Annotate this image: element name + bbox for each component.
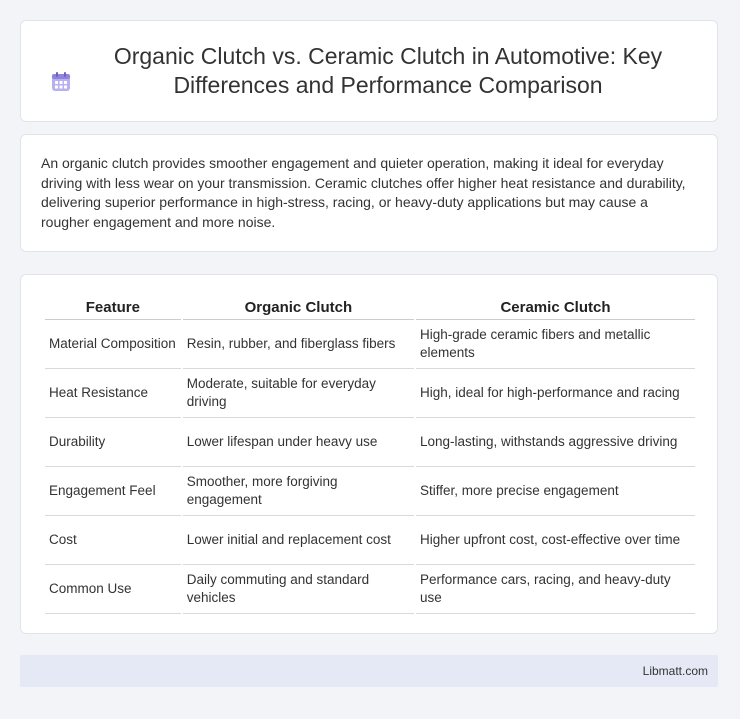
cell-feature: Common Use (45, 565, 181, 614)
cell-ceramic: Performance cars, racing, and heavy-duty use (416, 565, 695, 614)
comparison-table (43, 295, 697, 614)
cell-ceramic: Higher upfront cost, cost-effective over time (416, 516, 695, 565)
table-header-row (45, 295, 695, 320)
comparison-card (20, 274, 718, 634)
footer-bar (20, 655, 718, 687)
cell-feature: Material Composition (45, 320, 181, 369)
header-organic: Organic Clutch (183, 295, 414, 320)
table-row (45, 565, 695, 614)
intro-paragraph: An organic clutch provides smoother engagement and quieter operation, making it ideal for everyday driving with less wear on your transmission. Ceramic clutches offer higher heat resistance and durability, delivering superior performance in high-stress, racing, or heavy-duty applications but may cause a rougher engagement and more noise. (41, 155, 686, 230)
header-feature: Feature (45, 295, 181, 320)
cell-feature: Heat Resistance (45, 369, 181, 418)
cell-feature: Engagement Feel (45, 467, 181, 516)
table-row (45, 418, 695, 467)
calendar-icon (49, 70, 73, 94)
cell-organic: Moderate, suitable for everyday driving (183, 369, 414, 418)
table-row (45, 516, 695, 565)
cell-organic: Resin, rubber, and fiberglass fibers (183, 320, 414, 369)
cell-feature: Durability (45, 418, 181, 467)
cell-ceramic: High, ideal for high-performance and racing (416, 369, 695, 418)
cell-feature: Cost (45, 516, 181, 565)
cell-ceramic: Long-lasting, withstands aggressive driving (416, 418, 695, 467)
cell-organic: Daily commuting and standard vehicles (183, 565, 414, 614)
table-row (45, 467, 695, 516)
title-card (20, 20, 718, 122)
cell-organic: Smoother, more forgiving engagement (183, 467, 414, 516)
page-title: Organic Clutch vs. Ceramic Clutch in Automotive: Key Differences and Performance Comparison (113, 43, 663, 98)
cell-ceramic: Stiffer, more precise engagement (416, 467, 695, 516)
cell-organic: Lower lifespan under heavy use (183, 418, 414, 467)
header-ceramic: Ceramic Clutch (416, 295, 695, 320)
table-row (45, 320, 695, 369)
title-row (49, 42, 689, 100)
footer-brand-link[interactable]: Libmatt.com (642, 664, 708, 678)
intro-card (20, 134, 718, 252)
cell-ceramic: High-grade ceramic fibers and metallic elements (416, 320, 695, 369)
table-row (45, 369, 695, 418)
cell-organic: Lower initial and replacement cost (183, 516, 414, 565)
